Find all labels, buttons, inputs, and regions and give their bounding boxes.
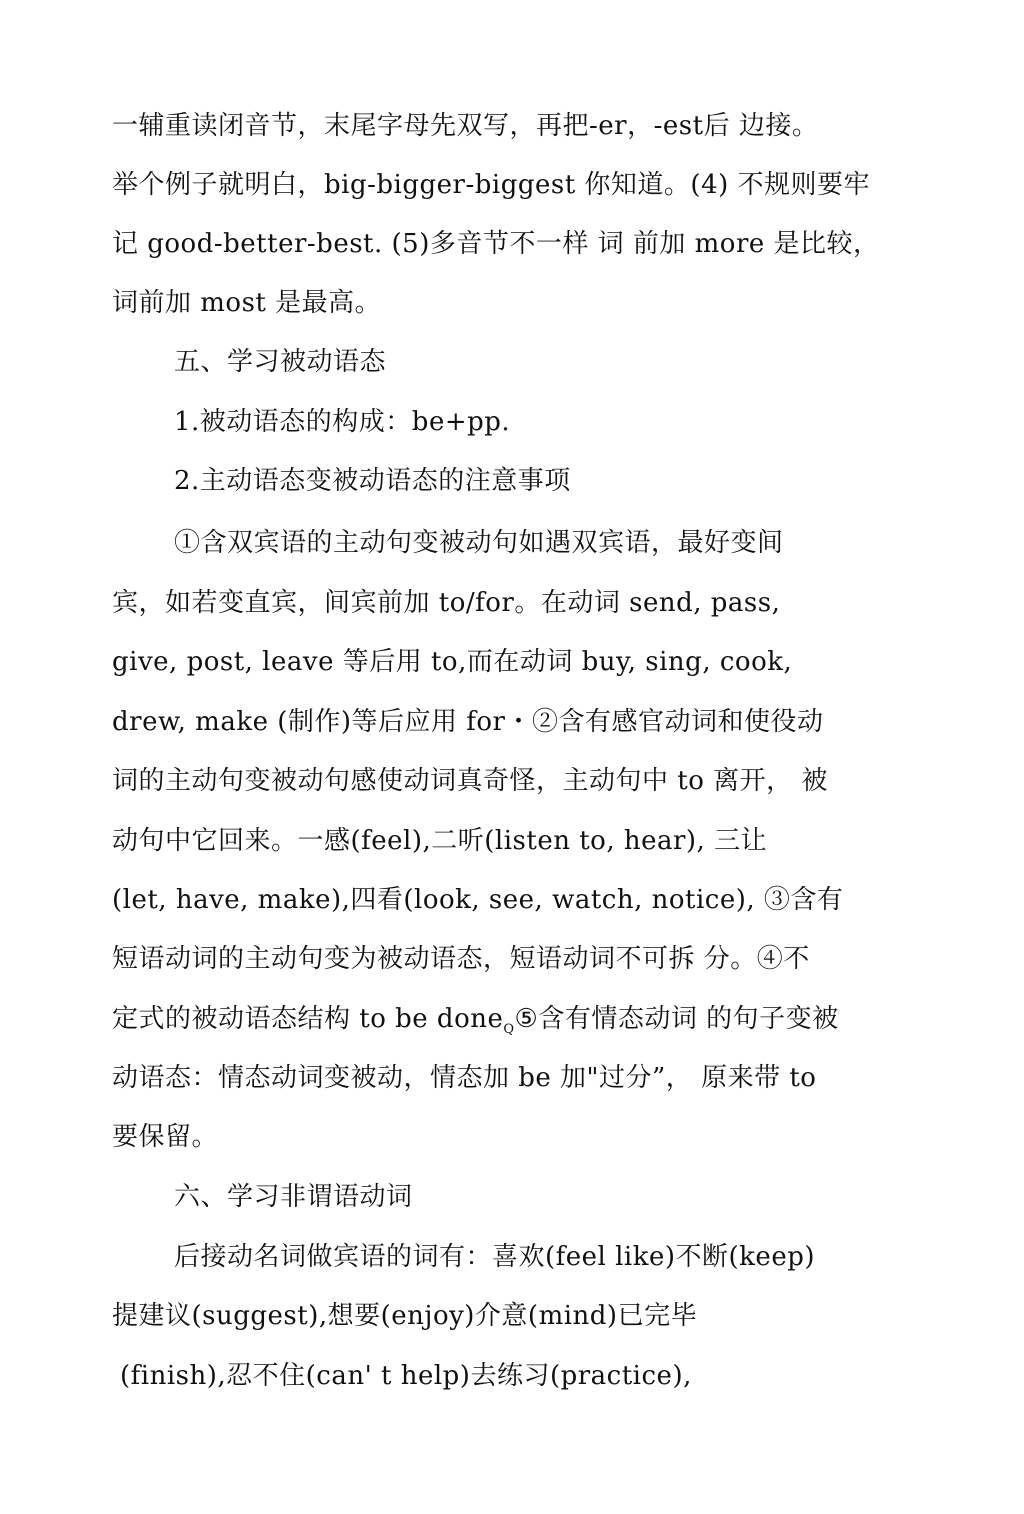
text-line: 1.被动语态的构成：be+pp. <box>174 407 511 437</box>
text-line: 动句中它回来。一感(feel),二听(listen to, hear), 三让 <box>112 826 768 856</box>
text-line: 2.主动语态变被动语态的注意事项 <box>174 466 571 496</box>
section-heading-5: 五、学习被动语态 <box>174 347 387 377</box>
text-line: 后接动名词做宾语的词有：喜欢(feel like)不断(keep) <box>174 1242 815 1272</box>
text-line: 记 good-better-best. (5)多音节不一样 词 前加 more 是比较， <box>112 229 880 259</box>
text-line: 词的主动句变被动句感使动词真奇怪，主动句中 to 离开， 被 <box>112 766 828 796</box>
text-line: 宾，如若变直宾，间宾前加 to/for。在动词 send, pass, <box>112 588 781 618</box>
text-line: 要保留。 <box>112 1122 219 1152</box>
text-line <box>112 997 912 1041</box>
text-line: ①含双宾语的主动句变被动句如遇双宾语，最好变间 <box>174 528 784 558</box>
text-line: drew, make (制作)等后应用 for・②含有感官动词和使役动 <box>112 707 824 737</box>
text-line: 词前加 most 是最高。 <box>112 288 382 318</box>
text-line: 一辅重读闭音节，末尾字母先双写，再把-er，-est后 边接。 <box>112 111 819 141</box>
text-line: 短语动词的主动句变为被动语态，短语动词不可拆 分。④不 <box>112 944 810 974</box>
text-line: (finish),忍不住(can' t help)去练习(practice), <box>120 1361 692 1391</box>
text-line: 提建议(suggest),想要(enjoy)介意(mind)已完毕 <box>112 1301 698 1331</box>
section-heading-6: 六、学习非谓语动词 <box>174 1182 413 1212</box>
text-fragment: ⑤含有情态动词 的句子变被 <box>514 1004 839 1034</box>
text-line: (let, have, make),四看(look, see, watch, notice), ③含有 <box>112 885 844 915</box>
text-line: give, post, leave 等后用 to,而在动词 buy, sing, cook, <box>112 647 793 677</box>
text-line: 动语态：情态动词变被动，情态加 be 加"过分”， 原来带 to <box>112 1063 817 1093</box>
subscript-mark: Q <box>503 1022 515 1038</box>
text-line: 举个例子就明白，big-bigger-biggest 你知道。(4) 不规则要牢 <box>112 170 871 200</box>
text-fragment: 定式的被动语态结构 to be done <box>112 1004 504 1034</box>
